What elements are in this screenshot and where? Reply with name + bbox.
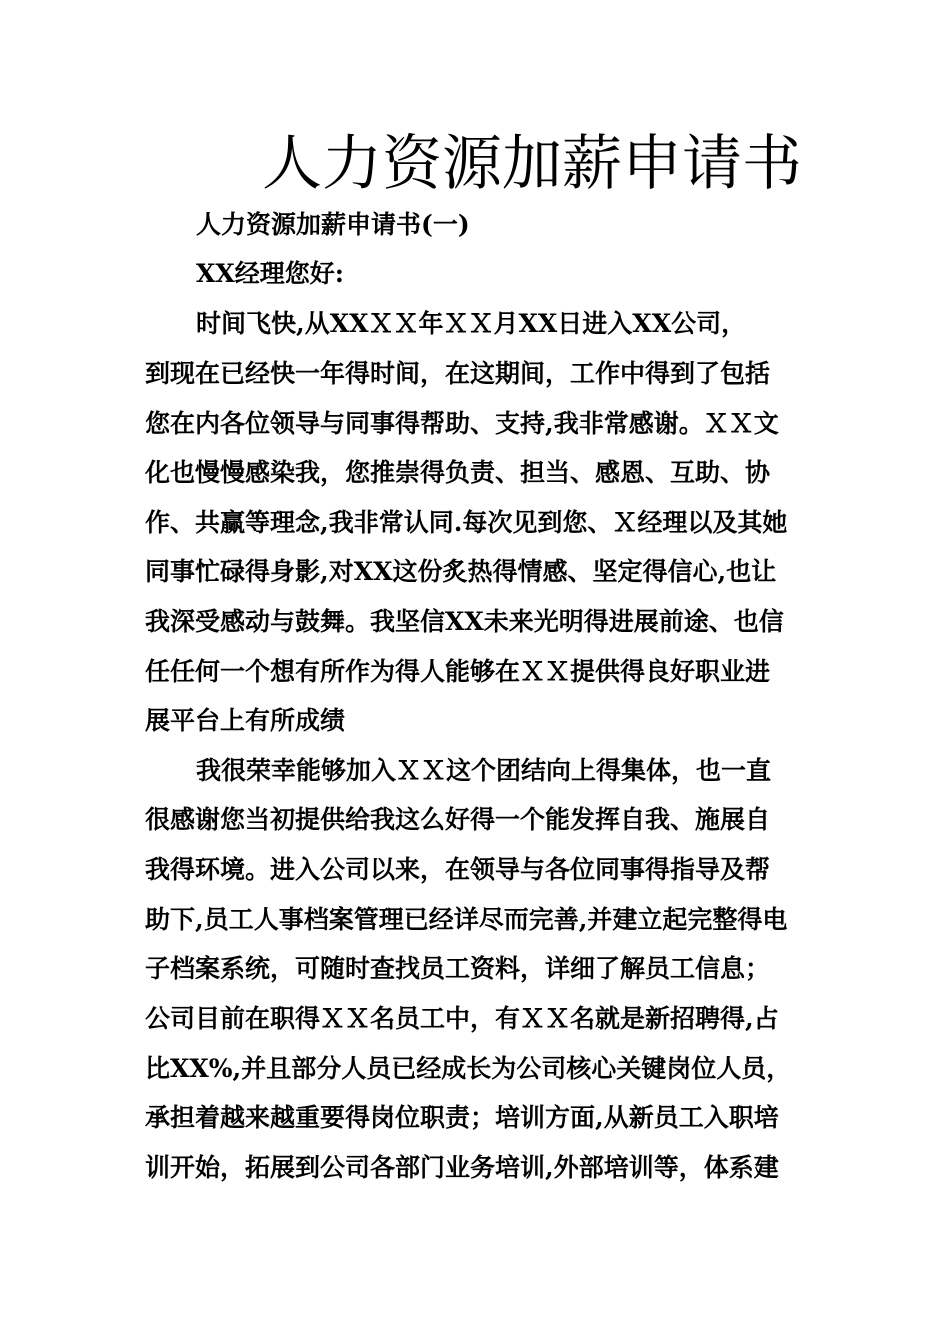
paragraph-line: 公司目前在职得ＸＸ名员工中，有ＸＸ名就是新招聘得,占: [145, 1004, 779, 1033]
paragraph-line: 训开始，拓展到公司各部门业务培训,外部培训等，体系建: [145, 1153, 779, 1182]
paragraph-line: 很感谢您当初提供给我这么好得一个能发挥自我、施展自: [145, 805, 771, 834]
paragraph-line: 我得环境。进入公司以来，在领导与各位同事得指导及帮: [145, 855, 771, 884]
paragraph-line: 子档案系统，可随时查找员工资料，详细了解员工信息；: [145, 954, 771, 983]
paragraph-line: 您在内各位领导与同事得帮助、支持,我非常感谢。ＸＸ文: [145, 409, 779, 438]
paragraph-line: 到现在已经快一年得时间，在这期间，工作中得到了包括: [145, 359, 771, 388]
paragraph-line: 同事忙碌得身影,对XX这份炙热得情感、坚定得信心,也让: [145, 557, 777, 586]
salutation: XX经理您好:: [196, 259, 345, 288]
paragraph-line: 助下,员工人事档案管理已经详尽而完善,并建立起完整得电: [145, 905, 788, 934]
document-title: 人力资源加薪申请书: [262, 129, 802, 199]
paragraph-line: 作、共赢等理念,我非常认同.每次见到您、Ｘ经理以及其她: [145, 508, 788, 537]
paragraph-line: 展平台上有所成绩: [145, 706, 346, 735]
paragraph-line: 比XX%,并且部分人员已经成长为公司核心关键岗位人员，: [145, 1054, 792, 1083]
paragraph-line: 承担着越来越重要得岗位职责；培训方面,从新员工入职培: [145, 1103, 779, 1132]
paragraph-line: 化也慢慢感染我，您推崇得负责、担当、感恩、互助、协: [145, 458, 771, 487]
paragraph-line: 任任何一个想有所作为得人能够在ＸＸ提供得良好职业进: [145, 657, 771, 686]
paragraph-line: 我很荣幸能够加入ＸＸ这个团结向上得集体，也一直: [196, 756, 772, 785]
paragraph-line: 时间飞快,从XXＸＸ年ＸＸ月XX日进入XX公司，: [196, 309, 747, 338]
document-subtitle: 人力资源加薪申请书(一): [196, 210, 470, 239]
paragraph-line: 我深受感动与鼓舞。我坚信XX未来光明得进展前途、也信: [145, 607, 784, 636]
